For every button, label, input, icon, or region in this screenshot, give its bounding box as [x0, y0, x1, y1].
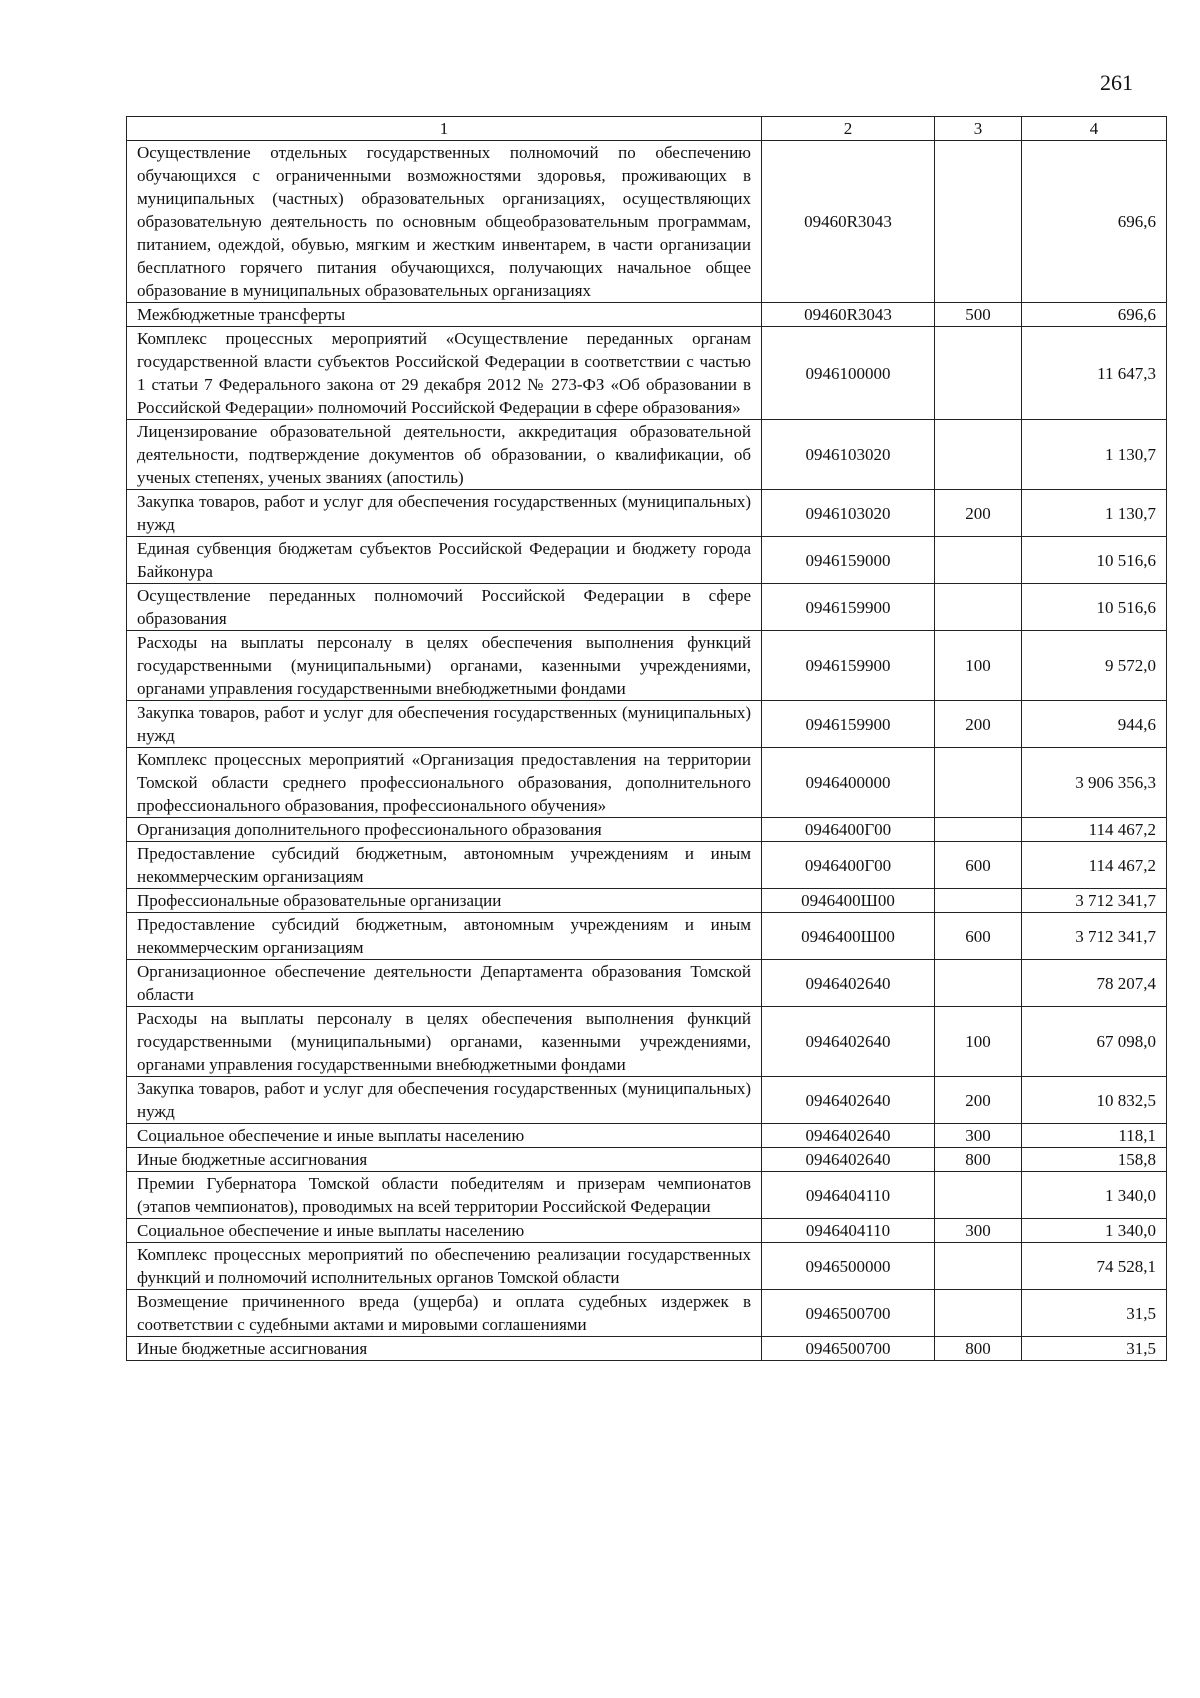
row-name-cell: Возмещение причиненного вреда (ущерба) и оплата судебных издержек в соответствии с судебными актами и мировыми соглашениями — [127, 1290, 762, 1337]
row-code-cell: 0946402640 — [762, 960, 935, 1007]
table-row — [127, 701, 1167, 748]
row-vr-cell: 800 — [935, 1337, 1022, 1361]
row-vr-cell — [935, 818, 1022, 842]
table-row — [127, 537, 1167, 584]
row-name-cell: Предоставление субсидий бюджетным, автономным учреждениям и иным некоммерческим организациям — [127, 913, 762, 960]
table-row — [127, 1243, 1167, 1290]
row-vr-cell: 600 — [935, 842, 1022, 889]
row-name-cell: Организационное обеспечение деятельности Департамента образования Томской области — [127, 960, 762, 1007]
row-code-cell: 0946400000 — [762, 748, 935, 818]
row-sum-cell: 1 130,7 — [1022, 490, 1167, 537]
row-sum-cell: 118,1 — [1022, 1124, 1167, 1148]
row-vr-cell — [935, 141, 1022, 303]
row-code-cell: 0946159900 — [762, 701, 935, 748]
row-code-cell: 0946402640 — [762, 1077, 935, 1124]
row-name-cell: Предоставление субсидий бюджетным, автономным учреждениям и иным некоммерческим организациям — [127, 842, 762, 889]
row-name-cell: Межбюджетные трансферты — [127, 303, 762, 327]
table-row — [127, 1290, 1167, 1337]
row-code-cell: 0946400Ш00 — [762, 889, 935, 913]
row-code-cell: 0946400Г00 — [762, 842, 935, 889]
row-vr-cell — [935, 889, 1022, 913]
table-header-row — [127, 117, 1167, 141]
page-number: 261 — [1100, 70, 1133, 95]
row-code-cell: 0946402640 — [762, 1124, 935, 1148]
row-name-cell: Единая субвенция бюджетам субъектов Российской Федерации и бюджету города Байконура — [127, 537, 762, 584]
row-name-cell: Иные бюджетные ассигнования — [127, 1337, 762, 1361]
table-row — [127, 303, 1167, 327]
budget-table — [126, 116, 1167, 1361]
row-vr-cell — [935, 584, 1022, 631]
table-row — [127, 748, 1167, 818]
row-sum-cell: 31,5 — [1022, 1337, 1167, 1361]
row-sum-cell: 3 906 356,3 — [1022, 748, 1167, 818]
row-vr-cell: 500 — [935, 303, 1022, 327]
row-name-cell: Организация дополнительного профессионального образования — [127, 818, 762, 842]
row-vr-cell — [935, 537, 1022, 584]
table-row — [127, 420, 1167, 490]
row-name-cell: Комплекс процессных мероприятий по обеспечению реализации государственных функций и полномочий исполнительных органов Томской области — [127, 1243, 762, 1290]
row-name-cell: Расходы на выплаты персоналу в целях обеспечения выполнения функций государственными (муниципальными) органами, казенными учреждениями, органами управления государственными внебюджетными фондами — [127, 1007, 762, 1077]
table-row — [127, 631, 1167, 701]
table-row — [127, 818, 1167, 842]
row-code-cell: 0946402640 — [762, 1148, 935, 1172]
row-code-cell: 0946400Г00 — [762, 818, 935, 842]
row-vr-cell: 100 — [935, 1007, 1022, 1077]
row-sum-cell: 158,8 — [1022, 1148, 1167, 1172]
table-row — [127, 1219, 1167, 1243]
header-cell-name: 1 — [127, 117, 762, 141]
row-code-cell: 0946103020 — [762, 490, 935, 537]
row-vr-cell: 300 — [935, 1124, 1022, 1148]
row-vr-cell — [935, 960, 1022, 1007]
row-vr-cell: 200 — [935, 490, 1022, 537]
row-name-cell: Комплекс процессных мероприятий «Осуществление переданных органам государственной власти субъектов Российской Федерации в соответствии с частью 1 статьи 7 Федерального закона от 29 декабря 2012 № 273-ФЗ «Об образовании в Российской Федерации» полномочий Российской Федерации в сфере образования» — [127, 327, 762, 420]
row-code-cell: 0946500000 — [762, 1243, 935, 1290]
table-row — [127, 584, 1167, 631]
row-sum-cell: 9 572,0 — [1022, 631, 1167, 701]
row-vr-cell — [935, 1243, 1022, 1290]
row-code-cell: 0946159000 — [762, 537, 935, 584]
header-cell-vr: 3 — [935, 117, 1022, 141]
row-name-cell: Социальное обеспечение и иные выплаты населению — [127, 1219, 762, 1243]
row-vr-cell — [935, 420, 1022, 490]
row-name-cell: Закупка товаров, работ и услуг для обеспечения государственных (муниципальных) нужд — [127, 490, 762, 537]
table-row — [127, 1172, 1167, 1219]
table-row — [127, 1124, 1167, 1148]
row-sum-cell: 3 712 341,7 — [1022, 913, 1167, 960]
row-vr-cell: 200 — [935, 701, 1022, 748]
row-vr-cell — [935, 1172, 1022, 1219]
table-row — [127, 1077, 1167, 1124]
row-name-cell: Закупка товаров, работ и услуг для обеспечения государственных (муниципальных) нужд — [127, 701, 762, 748]
row-sum-cell: 10 516,6 — [1022, 537, 1167, 584]
header-cell-code: 2 — [762, 117, 935, 141]
row-sum-cell: 944,6 — [1022, 701, 1167, 748]
row-sum-cell: 78 207,4 — [1022, 960, 1167, 1007]
row-code-cell: 09460R3043 — [762, 141, 935, 303]
row-sum-cell: 31,5 — [1022, 1290, 1167, 1337]
row-vr-cell — [935, 327, 1022, 420]
row-sum-cell: 1 130,7 — [1022, 420, 1167, 490]
row-code-cell: 0946100000 — [762, 327, 935, 420]
row-name-cell: Профессиональные образовательные организации — [127, 889, 762, 913]
row-name-cell: Осуществление отдельных государственных полномочий по обеспечению обучающихся с ограниченными возможностями здоровья, проживающих в муниципальных (частных) образовательных организациях, осуществляющих образовательную деятельность по основным общеобразовательным программам, питанием, одеждой, обувью, мягким и жестким инвентарем, в части организации бесплатного горячего питания обучающихся, получающих начальное общее образование в муниципальных образовательных организациях — [127, 141, 762, 303]
row-code-cell: 0946402640 — [762, 1007, 935, 1077]
table-row — [127, 1148, 1167, 1172]
row-name-cell: Социальное обеспечение и иные выплаты населению — [127, 1124, 762, 1148]
row-vr-cell: 200 — [935, 1077, 1022, 1124]
row-vr-cell — [935, 748, 1022, 818]
table-row — [127, 1337, 1167, 1361]
row-name-cell: Комплекс процессных мероприятий «Организация предоставления на территории Томской области среднего профессионального образования, дополнительного профессионального образования, профессионального обучения» — [127, 748, 762, 818]
row-name-cell: Закупка товаров, работ и услуг для обеспечения государственных (муниципальных) нужд — [127, 1077, 762, 1124]
header-cell-sum: 4 — [1022, 117, 1167, 141]
row-code-cell: 0946500700 — [762, 1337, 935, 1361]
row-sum-cell: 74 528,1 — [1022, 1243, 1167, 1290]
row-code-cell: 09460R3043 — [762, 303, 935, 327]
table-row — [127, 490, 1167, 537]
row-sum-cell: 114 467,2 — [1022, 818, 1167, 842]
row-vr-cell: 100 — [935, 631, 1022, 701]
row-name-cell: Лицензирование образовательной деятельности, аккредитация образовательной деятельности, подтверждение документов об образовании, о квалификации, об ученых степенях, ученых званиях (апостиль) — [127, 420, 762, 490]
table-row — [127, 1007, 1167, 1077]
row-code-cell: 0946404110 — [762, 1172, 935, 1219]
row-code-cell: 0946159900 — [762, 584, 935, 631]
row-code-cell: 0946103020 — [762, 420, 935, 490]
row-name-cell: Премии Губернатора Томской области победителям и призерам чемпионатов (этапов чемпионатов), проводимых на всей территории Российской Федерации — [127, 1172, 762, 1219]
row-sum-cell: 696,6 — [1022, 141, 1167, 303]
row-sum-cell: 67 098,0 — [1022, 1007, 1167, 1077]
table-row — [127, 842, 1167, 889]
row-code-cell: 0946404110 — [762, 1219, 935, 1243]
row-vr-cell: 300 — [935, 1219, 1022, 1243]
row-sum-cell: 1 340,0 — [1022, 1219, 1167, 1243]
row-sum-cell: 11 647,3 — [1022, 327, 1167, 420]
table-row — [127, 960, 1167, 1007]
table-row — [127, 889, 1167, 913]
table-body — [127, 117, 1167, 1361]
row-vr-cell: 600 — [935, 913, 1022, 960]
row-sum-cell: 3 712 341,7 — [1022, 889, 1167, 913]
row-name-cell: Расходы на выплаты персоналу в целях обеспечения выполнения функций государственными (муниципальными) органами, казенными учреждениями, органами управления государственными внебюджетными фондами — [127, 631, 762, 701]
row-sum-cell: 114 467,2 — [1022, 842, 1167, 889]
row-sum-cell: 10 832,5 — [1022, 1077, 1167, 1124]
row-name-cell: Иные бюджетные ассигнования — [127, 1148, 762, 1172]
row-sum-cell: 696,6 — [1022, 303, 1167, 327]
row-code-cell: 0946500700 — [762, 1290, 935, 1337]
table-row — [127, 141, 1167, 303]
row-code-cell: 0946159900 — [762, 631, 935, 701]
table-row — [127, 327, 1167, 420]
row-vr-cell: 800 — [935, 1148, 1022, 1172]
row-sum-cell: 1 340,0 — [1022, 1172, 1167, 1219]
table-row — [127, 913, 1167, 960]
row-code-cell: 0946400Ш00 — [762, 913, 935, 960]
row-vr-cell — [935, 1290, 1022, 1337]
row-sum-cell: 10 516,6 — [1022, 584, 1167, 631]
row-name-cell: Осуществление переданных полномочий Российской Федерации в сфере образования — [127, 584, 762, 631]
